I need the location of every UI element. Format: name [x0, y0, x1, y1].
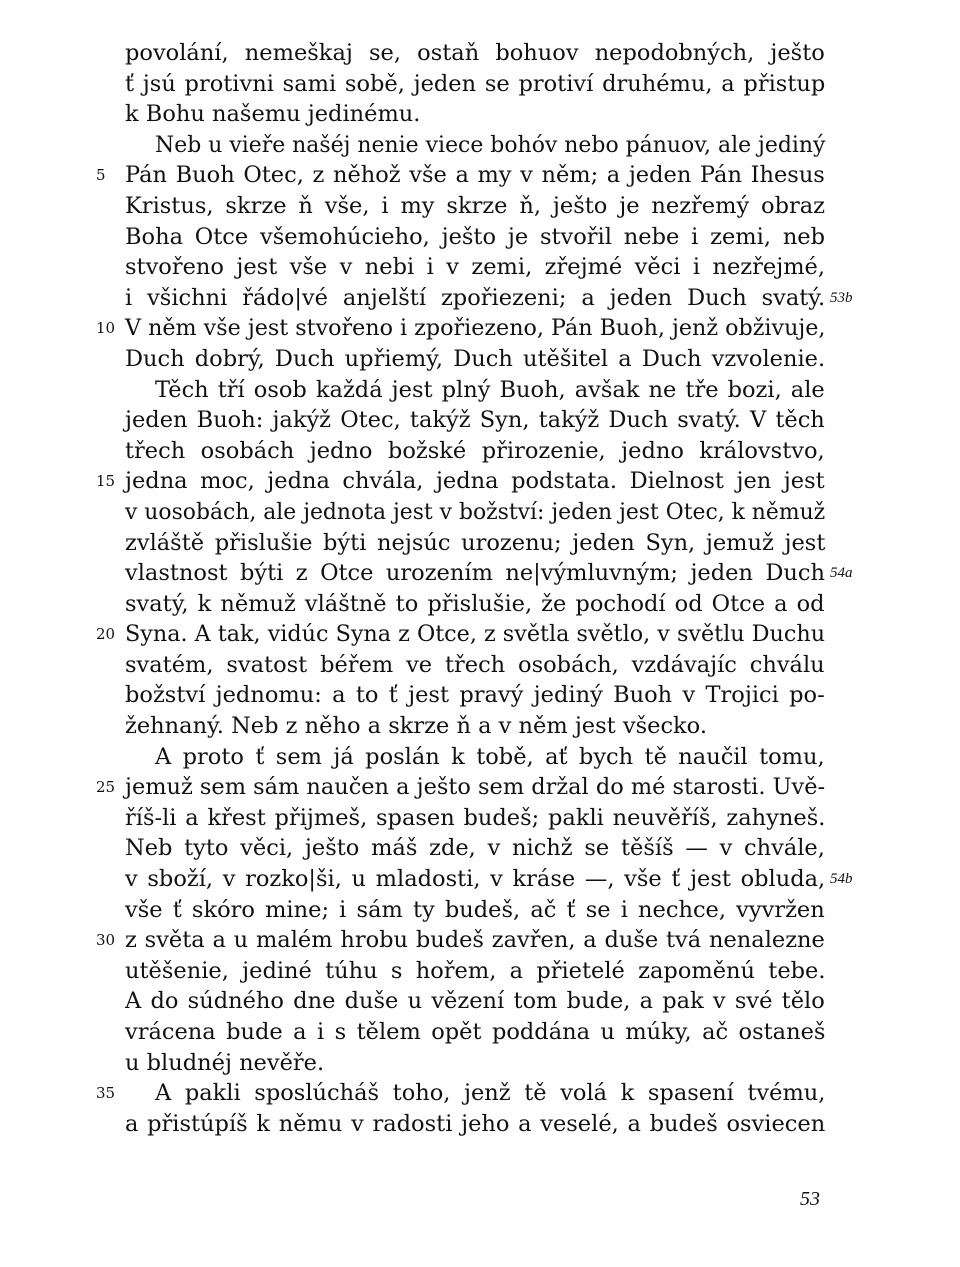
line-text: jedna moc, jedna chvála, jedna podstata. Dielnost jen jest — [125, 468, 825, 495]
text-line — [0, 191, 960, 222]
line-text: k Bohu našemu jedinému. — [125, 101, 421, 128]
text-line — [0, 313, 960, 344]
line-number: 20 — [96, 625, 116, 644]
text-line — [0, 283, 960, 314]
text-line — [0, 558, 960, 589]
line-text: stvořeno jest vše v nebi i v zemi, zřejmé věci i nezřejmé, — [125, 254, 826, 281]
text-line — [0, 1048, 960, 1079]
text-line — [0, 222, 960, 253]
line-text: božství jednomu: a to ť jest pravý jediný Buoh v Trojici po- — [125, 682, 825, 709]
text-line — [0, 375, 960, 406]
text-line — [0, 772, 960, 803]
line-number: 10 — [96, 319, 116, 338]
text-line — [0, 252, 960, 283]
line-number: 25 — [96, 778, 116, 797]
line-text: V něm vše jest stvořeno i zpořiezeno, Pán Buoh, jenž obživuje, — [125, 315, 826, 342]
line-text: utěšenie, jediné túhu s hořem, a přietelé zapoměnú tebe. — [125, 957, 826, 984]
line-number: 5 — [96, 166, 106, 185]
line-text: i všichni řádo|vé anjelští zpořiezeni; a jeden Duch svatý. — [125, 284, 826, 311]
body-text — [0, 38, 960, 1139]
line-text: A pakli sposlúcháš toho, jenž tě volá k spasení tvému, — [155, 1080, 826, 1107]
line-text: jemuž sem sám naučen a ješto sem držal do mé starosti. Uvě- — [125, 774, 826, 801]
text-line — [0, 833, 960, 864]
line-text: Neb u vieře našéj nenie viece bohóv nebo pánuov, ale jediný — [155, 131, 826, 158]
line-text: Těch tří osob každá jest plný Buoh, avšak ne tře bozi, ale — [155, 376, 825, 403]
folio-marker: 54a — [830, 565, 853, 582]
line-text: vlastnost býti z Otce urozením ne|výmluvným; jeden Duch — [125, 560, 826, 587]
text-line — [0, 589, 960, 620]
text-line — [0, 130, 960, 161]
text-line — [0, 956, 960, 987]
text-line — [0, 650, 960, 681]
text-line — [0, 160, 960, 191]
line-number: 35 — [96, 1084, 116, 1103]
line-text: žehnaný. Neb z něho a skrze ň a v něm jest všecko. — [125, 713, 707, 740]
line-text: A do súdného dne duše u vězení tom bude, a pak v své tělo — [125, 988, 825, 1015]
text-line — [0, 1109, 960, 1140]
text-line — [0, 1078, 960, 1109]
text-line — [0, 803, 960, 834]
text-line — [0, 99, 960, 130]
line-text: říš-li a křest přijmeš, spasen budeš; pakli neuvěříš, zahyneš. — [125, 804, 826, 831]
line-text: v uosobách, ale jednota jest v božství: jeden jest Otec, k němuž — [125, 498, 826, 525]
line-text: vrácena bude a i s tělem opět poddána u múky, ač ostaneš — [125, 1019, 826, 1045]
line-text: svatý, k němuž vláštně to přislušie, že pochodí od Otce a od — [125, 590, 825, 617]
text-line — [0, 69, 960, 100]
line-text: Duch dobrý, Duch upřiemý, Duch utěšitel a Duch vzvolenie. — [125, 345, 826, 372]
line-text: Pán Buoh Otec, z něhož vše a my v něm; a jeden Pán Ihesus — [125, 162, 825, 189]
line-text: a přistúpíš k němu v radosti jeho a veselé, a budeš osviecen — [125, 1110, 826, 1137]
line-text: Syna. A tak, vidúc Syna z Otce, z světla světlo, v světlu Duchu — [125, 621, 826, 648]
text-line — [0, 1017, 960, 1048]
text-line — [0, 466, 960, 497]
line-text: třech osobách jedno božské přirozenie, jedno královstvo, — [125, 437, 825, 464]
folio-marker: 54b — [830, 871, 853, 888]
text-line — [0, 864, 960, 895]
line-number: 30 — [96, 931, 116, 950]
line-text: v sboží, v rozko|ši, u mladosti, v kráse —, vše ť jest obluda, — [125, 866, 826, 893]
line-text: svatém, svatost béřem ve třech osobách, vzdávajíc chválu — [125, 651, 825, 678]
line-text: vše ť skóro mine; i sám ty budeš, ač ť se i nechce, vyvržen — [125, 896, 825, 923]
line-text: A proto ť sem já poslán k tobě, ať bych tě naučil tomu, — [155, 743, 825, 770]
line-text: zvláště přislušie býti nejsúc urozenu; jeden Syn, jemuž jest — [125, 529, 826, 556]
text-line — [0, 711, 960, 742]
text-line — [0, 742, 960, 773]
line-text: Kristus, skrze ň vše, i my skrze ň, ješto je nezřemý obraz — [125, 192, 826, 219]
text-line — [0, 497, 960, 528]
line-text: Boha Otce všemohúcieho, ješto je stvořil nebe i zemi, neb — [125, 223, 826, 250]
text-line — [0, 344, 960, 375]
folio-marker: 53b — [830, 289, 853, 306]
line-number: 15 — [96, 472, 116, 491]
text-line — [0, 436, 960, 467]
text-line — [0, 895, 960, 926]
text-line — [0, 619, 960, 650]
line-text: povolání, nemeškaj se, ostaň bohuov nepodobných, ješto — [125, 40, 825, 66]
line-text: Neb tyto věci, ješto máš zde, v nichž se těšíš — v chvále, — [125, 835, 825, 862]
text-line — [0, 528, 960, 559]
text-line — [0, 405, 960, 436]
line-text: jeden Buoh: jakýž Otec, takýž Syn, takýž Duch svatý. V těch — [125, 407, 825, 434]
text-line — [0, 925, 960, 956]
text-line — [0, 38, 960, 69]
text-line — [0, 986, 960, 1017]
text-line — [0, 680, 960, 711]
line-text: ť jsú protivni sami sobě, jeden se protiví druhému, a přistup — [125, 70, 826, 97]
line-text: z světa a u malém hrobu budeš zavřen, a duše tvá nenalezne — [125, 927, 825, 954]
line-text: u bludnéj nevěře. — [125, 1049, 325, 1076]
page-number: 53 — [800, 1188, 820, 1210]
